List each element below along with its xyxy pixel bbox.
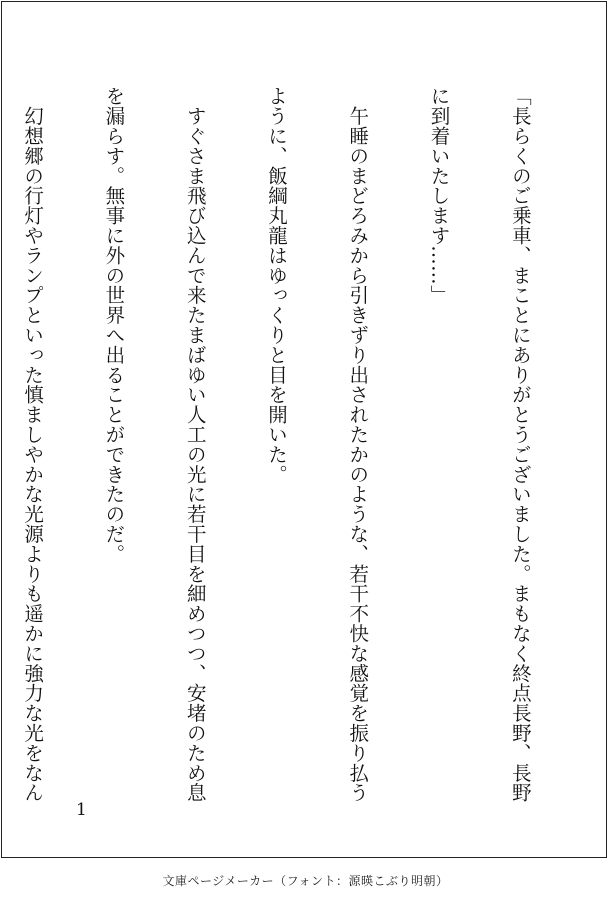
text-line: 「長らくのご乗車、まことにありがとうございました。まもなく終点長野、長野 — [508, 86, 532, 803]
footer-credit: 文庫ページメーカー（フォント：源暎こぶり明朝） — [162, 874, 449, 888]
text-line: を漏らす。無事に外の世界へ出ることができたのだ。 — [102, 86, 126, 564]
text-line: ように、飯綱丸龍はゆっくりと目を開いた。 — [264, 86, 288, 484]
text-line: すぐさま飛び込んで来たまばゆい人工の光に若干目を細めつつ、安堵のため息 — [183, 86, 207, 803]
page-number: 1 — [76, 800, 87, 820]
text-line: に到着いたします……」 — [427, 86, 451, 305]
vertical-text-body — [21, 86, 588, 803]
text-line: 午睡のまどろみから引きずり出されたかのような、若干不快な感覚を振り払う — [346, 86, 370, 803]
text-line: 幻想郷の行灯やランプといった慎ましやかな光源よりも遥かに強力な光をなん — [21, 86, 45, 803]
